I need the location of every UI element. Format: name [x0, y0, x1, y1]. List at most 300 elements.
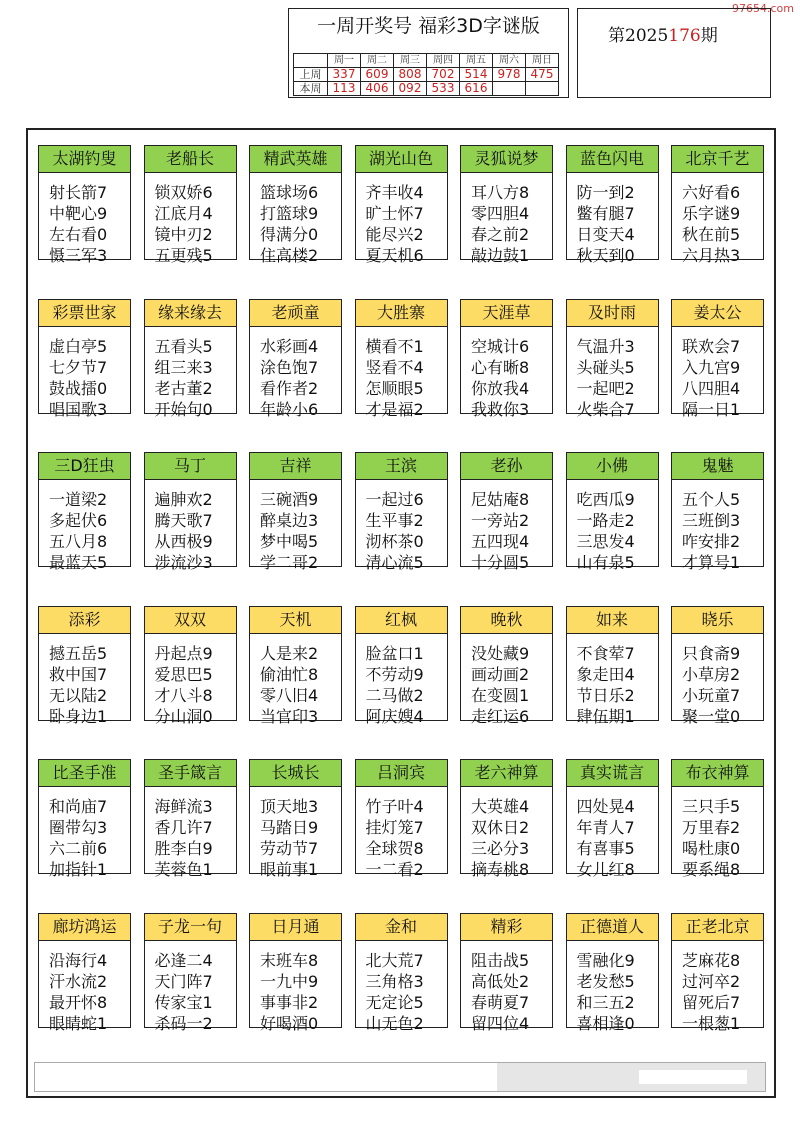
- riddle-line: 顶天地3: [260, 797, 319, 816]
- riddle-card: [249, 913, 342, 1033]
- riddle-line: 隔一日1: [682, 399, 741, 419]
- riddle-card-title: 真实谎言: [567, 760, 658, 787]
- riddle-card: [249, 759, 342, 879]
- riddle-line: 事事非2: [260, 992, 319, 1012]
- riddle-card: [566, 299, 659, 419]
- riddle-line: 一二看2: [365, 860, 424, 879]
- riddle-line: 鳖有腿7: [576, 204, 635, 223]
- riddle-card-body: [461, 480, 552, 573]
- riddle-card: [460, 913, 553, 1033]
- riddle-card: [38, 299, 131, 419]
- riddle-line: 旷士怀7: [365, 204, 424, 223]
- riddle-line: 芝麻花8: [682, 950, 741, 970]
- riddle-card-body: [145, 634, 236, 727]
- riddle-line: 和尚庙7: [49, 797, 108, 816]
- riddle-line: 象走田4: [576, 664, 635, 684]
- riddle-line: 必逢二4: [154, 950, 213, 970]
- riddle-card-title: 缘来缘去: [145, 300, 236, 327]
- riddle-line: 才算号1: [682, 553, 741, 572]
- riddle-line: 过河卒2: [682, 971, 741, 991]
- draw-number: 092: [394, 82, 427, 96]
- riddle-line: 梦中喝5: [260, 532, 319, 551]
- riddle-line: 得满分0: [260, 225, 319, 244]
- riddle-card: [671, 452, 764, 572]
- day-header: 周三: [394, 54, 427, 68]
- weekly-results-table: [293, 53, 559, 96]
- riddle-line: 撼五岳5: [49, 643, 108, 663]
- riddle-line: 要系绳8: [682, 860, 741, 879]
- riddle-line: 涉流沙3: [154, 553, 213, 572]
- riddle-card: [249, 606, 342, 726]
- riddle-card-title: 北京千艺: [672, 146, 763, 173]
- riddle-line: 一路走2: [576, 511, 635, 530]
- riddle-line: 多起伏6: [49, 511, 108, 530]
- riddle-line: 最蓝天5: [49, 553, 108, 572]
- riddle-line: 传家宝1: [154, 992, 213, 1012]
- riddle-card-body: [250, 787, 341, 880]
- riddle-card-body: [672, 634, 763, 727]
- riddle-line: 摘寿桃8: [471, 860, 530, 879]
- riddle-card-body: [250, 634, 341, 727]
- riddle-card-title: 精武英雄: [250, 146, 341, 173]
- riddle-card-body: [356, 173, 447, 266]
- riddle-line: 三角格3: [365, 971, 424, 991]
- riddle-line: 无定论5: [365, 992, 424, 1012]
- riddle-card-body: [461, 327, 552, 420]
- day-header: 周二: [361, 54, 394, 68]
- riddle-line: 夏天机6: [365, 246, 424, 265]
- riddle-line: 咋安排2: [682, 532, 741, 551]
- riddle-card-body: [672, 173, 763, 266]
- corner-cell: [294, 54, 328, 68]
- riddle-line: 救中国7: [49, 664, 108, 684]
- riddle-line: 涂色饱7: [260, 357, 319, 377]
- riddle-line: 女儿红8: [576, 860, 635, 879]
- issue-suffix: 期: [700, 26, 718, 46]
- issue-number: [608, 21, 718, 46]
- riddle-card: [38, 452, 131, 572]
- riddle-line: 才是福2: [365, 399, 424, 419]
- issue-box: [577, 8, 771, 98]
- riddle-line: 慑三军3: [49, 246, 108, 265]
- riddle-line: 大英雄4: [471, 797, 530, 816]
- riddle-line: 芙蓉色1: [154, 860, 213, 879]
- riddle-line: 雪融化9: [576, 950, 635, 970]
- riddle-line: 联欢会7: [682, 336, 741, 356]
- riddle-line: 三班倒3: [682, 511, 741, 530]
- riddle-line: 开始句0: [154, 399, 213, 419]
- riddle-line: 零四胆4: [471, 204, 530, 223]
- riddle-line: 篮球场6: [260, 183, 319, 202]
- riddle-card-body: [356, 941, 447, 1034]
- riddle-card-title: 正德道人: [567, 914, 658, 941]
- riddle-line: 六月热3: [682, 246, 741, 265]
- riddle-line: 万里春2: [682, 818, 741, 837]
- riddle-line: 耳八方8: [471, 183, 530, 202]
- riddle-card-title: 晚秋: [461, 607, 552, 634]
- draw-number: 406: [361, 82, 394, 96]
- riddle-line: 香几许7: [154, 818, 213, 837]
- riddle-line: 打篮球9: [260, 204, 319, 223]
- riddle-card: [355, 452, 448, 572]
- riddle-line: 汗水流2: [49, 971, 108, 991]
- riddle-card: [566, 913, 659, 1033]
- riddle-card-title: 布衣神算: [672, 760, 763, 787]
- riddle-line: 四处晃4: [576, 797, 635, 816]
- riddle-line: 眼前事1: [260, 860, 319, 879]
- riddle-card-title: 彩票世家: [39, 300, 130, 327]
- riddle-card: [355, 759, 448, 879]
- riddle-card-body: [145, 327, 236, 420]
- riddle-line: 人是来2: [260, 643, 319, 663]
- riddle-card-body: [145, 173, 236, 266]
- riddle-line: 气温升3: [576, 336, 635, 356]
- riddle-card: [671, 759, 764, 879]
- riddle-card-title: 湖光山色: [356, 146, 447, 173]
- riddle-line: 春萌夏7: [471, 992, 530, 1012]
- riddle-card: [355, 299, 448, 419]
- issue-prefix: 第2025: [608, 26, 669, 46]
- riddle-line: 挂灯笼7: [365, 818, 424, 837]
- riddle-line: 偷油忙8: [260, 664, 319, 684]
- riddle-line: 眼睛蛇1: [49, 1013, 108, 1033]
- riddle-card-title: 王滨: [356, 453, 447, 480]
- riddle-line: 射长箭7: [49, 183, 108, 202]
- riddle-line: 肆伍期1: [576, 706, 635, 726]
- riddle-line: 加指针1: [49, 860, 108, 879]
- riddle-card: [355, 145, 448, 265]
- riddle-line: 防一到2: [576, 183, 635, 202]
- riddle-line: 爱思巴5: [154, 664, 213, 684]
- riddle-card-body: [567, 173, 658, 266]
- draw-number: 533: [427, 82, 460, 96]
- riddle-card-title: 吕洞宾: [356, 760, 447, 787]
- riddle-line: 一道梁2: [49, 490, 108, 509]
- riddle-line: 中靶心9: [49, 204, 108, 223]
- riddle-card-body: [567, 787, 658, 880]
- days-row: [294, 54, 559, 68]
- riddle-card: [144, 606, 237, 726]
- riddle-card-title: 正老北京: [672, 914, 763, 941]
- riddle-card: [566, 759, 659, 879]
- row-label: 上周: [294, 68, 328, 82]
- watermark-text: 97654.com: [732, 2, 794, 15]
- riddle-line: 有喜事5: [576, 839, 635, 858]
- riddle-line: 看作者2: [260, 378, 319, 398]
- draw-number: [493, 82, 526, 96]
- riddle-card-title: 双双: [145, 607, 236, 634]
- riddle-card-body: [39, 634, 130, 727]
- riddle-line: 住高楼2: [260, 246, 319, 265]
- riddle-card-title: 灵狐说梦: [461, 146, 552, 173]
- riddle-line: 齐丰收4: [365, 183, 424, 202]
- riddle-line: 山无色2: [365, 1013, 424, 1033]
- riddle-card: [38, 145, 131, 265]
- riddle-card-title: 小佛: [567, 453, 658, 480]
- riddle-card-body: [39, 787, 130, 880]
- riddle-line: 胜李白9: [154, 839, 213, 858]
- riddle-card-body: [672, 327, 763, 420]
- draw-number: [526, 82, 559, 96]
- riddle-line: 三只手5: [682, 797, 741, 816]
- riddle-line: 六二前6: [49, 839, 108, 858]
- draw-number: 514: [460, 68, 493, 82]
- riddle-line: 秋在前5: [682, 225, 741, 244]
- riddle-line: 留四位4: [471, 1013, 530, 1033]
- riddle-card: [460, 606, 553, 726]
- riddle-line: 尼姑庵8: [471, 490, 530, 509]
- riddle-card-body: [250, 327, 341, 420]
- riddle-card: [249, 145, 342, 265]
- riddle-card-title: 添彩: [39, 607, 130, 634]
- riddle-line: 一起吧2: [576, 378, 635, 398]
- riddle-card: [144, 759, 237, 879]
- riddle-line: 腾天歌7: [154, 511, 213, 530]
- riddle-line: 三思发4: [576, 532, 635, 551]
- riddle-line: 留死后7: [682, 992, 741, 1012]
- day-header: 周一: [328, 54, 361, 68]
- riddle-card-title: 如来: [567, 607, 658, 634]
- riddle-card-body: [39, 941, 130, 1034]
- riddle-line: 和三五2: [576, 992, 635, 1012]
- riddle-card-body: [672, 787, 763, 880]
- riddle-line: 阻击战5: [471, 950, 530, 970]
- riddle-card-title: 日月通: [250, 914, 341, 941]
- riddle-line: 心有晰8: [471, 357, 530, 377]
- day-header: 周五: [460, 54, 493, 68]
- riddle-card-body: [567, 327, 658, 420]
- riddle-line: 组三来3: [154, 357, 213, 377]
- riddle-line: 江底月4: [154, 204, 213, 223]
- riddle-line: 竹子叶4: [365, 797, 424, 816]
- riddle-line: 学二哥2: [260, 553, 319, 572]
- riddle-line: 八四胆4: [682, 378, 741, 398]
- last-week-row: [294, 68, 559, 82]
- riddle-line: 怎顺眼5: [365, 378, 424, 398]
- riddle-card-body: [461, 787, 552, 880]
- riddle-line: 五更残5: [154, 246, 213, 265]
- riddle-card-body: [145, 941, 236, 1034]
- riddle-line: 好喝酒0: [260, 1013, 319, 1033]
- riddle-card-body: [461, 173, 552, 266]
- riddle-line: 五八月8: [49, 532, 108, 551]
- riddle-line: 只食斋9: [682, 643, 741, 663]
- riddle-line: 五四现4: [471, 532, 530, 551]
- riddle-card-title: 老孙: [461, 453, 552, 480]
- riddle-card: [671, 145, 764, 265]
- riddle-card-body: [250, 941, 341, 1034]
- weekly-draw-header: [288, 8, 569, 98]
- riddle-card-title: 吉祥: [250, 453, 341, 480]
- riddle-line: 火柴合7: [576, 399, 635, 419]
- riddle-line: 遍胂欢2: [154, 490, 213, 509]
- page-title: 一周开奖号 福彩3D字谜版: [317, 15, 540, 37]
- riddle-line: 五个人5: [682, 490, 741, 509]
- riddle-card-title: 马丁: [145, 453, 236, 480]
- riddle-card: [355, 606, 448, 726]
- draw-number: 609: [361, 68, 394, 82]
- riddle-line: 六好看6: [682, 183, 741, 202]
- riddle-card-title: 太湖钓叟: [39, 146, 130, 173]
- riddle-card: [144, 452, 237, 572]
- draw-number: 702: [427, 68, 460, 82]
- riddle-card-body: [250, 480, 341, 573]
- riddle-card-body: [567, 480, 658, 573]
- riddle-card-title: 廊坊鸿运: [39, 914, 130, 941]
- riddle-line: 水彩画4: [260, 336, 319, 356]
- riddle-card-body: [356, 634, 447, 727]
- riddle-line: 入九宫9: [682, 357, 741, 377]
- riddle-line: 一九中9: [260, 971, 319, 991]
- draw-number: 337: [328, 68, 361, 82]
- riddle-line: 小草房2: [682, 664, 741, 684]
- riddle-card-body: [145, 787, 236, 880]
- riddle-line: 虚白亭5: [49, 336, 108, 356]
- riddle-line: 丹起点9: [154, 643, 213, 663]
- riddle-line: 醉桌边3: [260, 511, 319, 530]
- riddle-line: 天门阵7: [154, 971, 213, 991]
- riddle-line: 秋天到0: [576, 246, 635, 265]
- riddle-card: [355, 913, 448, 1033]
- riddle-line: 锁双娇6: [154, 183, 213, 202]
- footer-bar: [34, 1062, 766, 1092]
- riddle-card-title: 晓乐: [672, 607, 763, 634]
- riddle-card: [671, 299, 764, 419]
- riddle-card-body: [672, 941, 763, 1034]
- riddle-line: 老古董2: [154, 378, 213, 398]
- riddle-line: 喜相逢0: [576, 1013, 635, 1033]
- riddle-card: [249, 452, 342, 572]
- riddle-card-body: [39, 327, 130, 420]
- riddle-line: 日变天4: [576, 225, 635, 244]
- riddle-card-title: 老船长: [145, 146, 236, 173]
- riddle-line: 杀码一2: [154, 1013, 213, 1033]
- riddle-line: 空城计6: [471, 336, 530, 356]
- riddle-card: [38, 759, 131, 879]
- riddle-card: [566, 606, 659, 726]
- riddle-card-title: 精彩: [461, 914, 552, 941]
- riddle-line: 北大荒7: [365, 950, 424, 970]
- riddle-card-title: 红枫: [356, 607, 447, 634]
- riddle-line: 当官印3: [260, 706, 319, 726]
- riddle-line: 聚一堂0: [682, 706, 741, 726]
- riddle-line: 乐字谜9: [682, 204, 741, 223]
- riddle-card-title: 天机: [250, 607, 341, 634]
- riddle-card: [38, 913, 131, 1033]
- riddle-card-body: [356, 327, 447, 420]
- riddle-line: 高低处2: [471, 971, 530, 991]
- riddle-line: 阿庆嫂4: [365, 706, 424, 726]
- riddle-line: 画动画2: [471, 664, 530, 684]
- riddle-line: 七夕节7: [49, 357, 108, 377]
- draw-number: 808: [394, 68, 427, 82]
- riddle-line: 二马做2: [365, 685, 424, 705]
- riddle-card: [460, 452, 553, 572]
- riddle-line: 年青人7: [576, 818, 635, 837]
- riddle-line: 从西极9: [154, 532, 213, 551]
- riddle-card-title: 圣手箴言: [145, 760, 236, 787]
- riddle-line: 头碰头5: [576, 357, 635, 377]
- riddle-card-title: 子龙一句: [145, 914, 236, 941]
- riddle-line: 海鲜流3: [154, 797, 213, 816]
- riddle-card-title: 大胜寨: [356, 300, 447, 327]
- row-label: 本周: [294, 82, 328, 96]
- riddle-line: 一根葱1: [682, 1013, 741, 1033]
- riddle-line: 双休日2: [471, 818, 530, 837]
- riddle-line: 吃西瓜9: [576, 490, 635, 509]
- riddle-line: 全球贺8: [365, 839, 424, 858]
- riddle-line: 不劳动9: [365, 664, 424, 684]
- riddle-card-body: [567, 941, 658, 1034]
- riddle-card: [460, 145, 553, 265]
- riddle-card-title: 姜太公: [672, 300, 763, 327]
- riddle-line: 唱国歌3: [49, 399, 108, 419]
- riddle-line: 零八旧4: [260, 685, 319, 705]
- riddle-card-title: 三D狂虫: [39, 453, 130, 480]
- riddle-line: 走红运6: [471, 706, 530, 726]
- riddle-card-body: [145, 480, 236, 573]
- riddle-card-body: [461, 941, 552, 1034]
- riddle-line: 无以陆2: [49, 685, 108, 705]
- riddle-line: 横看不1: [365, 336, 424, 356]
- riddle-line: 你放我4: [471, 378, 530, 398]
- riddle-line: 分山洞0: [154, 706, 213, 726]
- riddle-card-title: 鬼魅: [672, 453, 763, 480]
- riddle-card: [460, 299, 553, 419]
- riddle-card-body: [461, 634, 552, 727]
- riddle-line: 能尽兴2: [365, 225, 424, 244]
- riddle-line: 春之前2: [471, 225, 530, 244]
- riddle-card-title: 及时雨: [567, 300, 658, 327]
- riddle-card-body: [39, 173, 130, 266]
- riddle-line: 才八斗8: [154, 685, 213, 705]
- riddle-line: 末班车8: [260, 950, 319, 970]
- riddle-line: 山有泉5: [576, 553, 635, 572]
- draw-number: 978: [493, 68, 526, 82]
- riddle-line: 节日乐2: [576, 685, 635, 705]
- riddle-line: 竖看不4: [365, 357, 424, 377]
- riddle-line: 劳动节7: [260, 839, 319, 858]
- riddle-card: [144, 299, 237, 419]
- riddle-card-title: 天涯草: [461, 300, 552, 327]
- draw-number: 113: [328, 82, 361, 96]
- riddle-card-title: 老六神算: [461, 760, 552, 787]
- riddle-line: 脸盆口1: [365, 643, 424, 663]
- footer-field: [639, 1070, 747, 1084]
- day-header: 周六: [493, 54, 526, 68]
- riddle-card-title: 老顽童: [250, 300, 341, 327]
- draw-number: 616: [460, 82, 493, 96]
- day-header: 周四: [427, 54, 460, 68]
- riddle-card: [38, 606, 131, 726]
- riddle-line: 小玩童7: [682, 685, 741, 705]
- riddle-card: [460, 759, 553, 879]
- riddle-line: 左右看0: [49, 225, 108, 244]
- riddle-line: 我救你3: [471, 399, 530, 419]
- issue-value: 176: [668, 26, 701, 46]
- riddle-line: 老发愁5: [576, 971, 635, 991]
- riddle-card: [144, 913, 237, 1033]
- riddle-line: 清心流5: [365, 553, 424, 572]
- riddle-line: 最开怀8: [49, 992, 108, 1012]
- day-header: 周日: [526, 54, 559, 68]
- riddle-line: 镜中刃2: [154, 225, 213, 244]
- riddle-line: 圈带勾3: [49, 818, 108, 837]
- riddle-card: [144, 145, 237, 265]
- riddle-line: 敲边鼓1: [471, 246, 530, 265]
- riddle-card: [566, 145, 659, 265]
- riddle-card-title: 金和: [356, 914, 447, 941]
